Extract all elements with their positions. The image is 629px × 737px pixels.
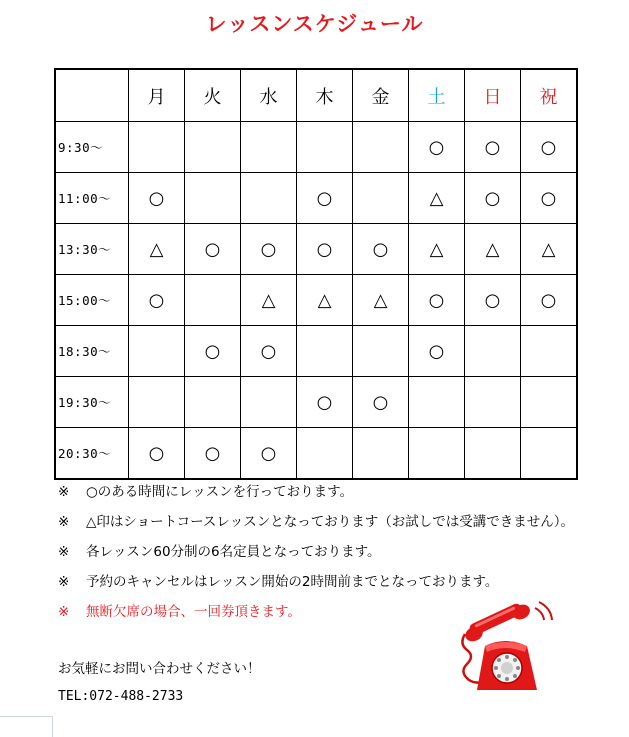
- schedule-cell: [185, 122, 241, 173]
- day-header: 金: [353, 69, 409, 122]
- available-circle-icon: ○: [148, 442, 165, 464]
- schedule-cell: [297, 275, 353, 326]
- page-corner-guide: [52, 716, 53, 737]
- schedule-cell: [241, 428, 297, 480]
- schedule-cell: [297, 122, 353, 173]
- schedule-cell: [465, 326, 521, 377]
- page-corner-guide: [0, 716, 52, 717]
- schedule-cell: [521, 122, 578, 173]
- page-title: レッスンスケジュール: [205, 12, 424, 36]
- schedule-cell: [241, 275, 297, 326]
- available-circle-icon: ○: [428, 289, 445, 311]
- schedule-cell: [297, 428, 353, 480]
- note-text: △印はショートコースレッスンとなっております（お試しでは受講できません）。: [86, 514, 575, 530]
- schedule-cell: [185, 326, 241, 377]
- schedule-row: [55, 173, 577, 224]
- schedule-cell: [353, 428, 409, 480]
- available-circle-icon: ○: [260, 340, 277, 362]
- time-slot-label: 18:30～: [55, 326, 129, 377]
- schedule-cell: [353, 173, 409, 224]
- schedule-cell: [129, 377, 185, 428]
- schedule-cell: [353, 377, 409, 428]
- schedule-cell: [353, 224, 409, 275]
- note-mark: ※: [58, 574, 70, 590]
- table-header-row: [55, 69, 577, 122]
- available-circle-icon: ○: [148, 187, 165, 209]
- schedule-cell: [129, 326, 185, 377]
- time-slot-label: 11:00～: [55, 173, 129, 224]
- red-telephone-icon: [455, 600, 555, 695]
- schedule-cell: [409, 275, 465, 326]
- note-text: 予約のキャンセルはレッスン開始の2時間前までとなっております。: [86, 574, 499, 590]
- lesson-schedule-table: [54, 68, 578, 480]
- note-mark: ※: [58, 514, 70, 530]
- available-circle-icon: ○: [428, 136, 445, 158]
- schedule-cell: [353, 326, 409, 377]
- note-text: 無断欠席の場合、一回券頂きます。: [86, 604, 301, 620]
- schedule-cell: [185, 275, 241, 326]
- schedule-row: [55, 122, 577, 173]
- day-header: 日: [465, 69, 521, 122]
- available-circle-icon: ○: [316, 238, 333, 260]
- schedule-row: [55, 275, 577, 326]
- note-item: [58, 513, 628, 543]
- time-slot-label: 9:30～: [55, 122, 129, 173]
- schedule-row: [55, 428, 577, 480]
- note-mark: ※: [58, 484, 70, 500]
- day-header: 土: [409, 69, 465, 122]
- time-slot-label: 15:00～: [55, 275, 129, 326]
- schedule-cell: [521, 377, 578, 428]
- short-course-triangle-icon: △: [373, 289, 388, 311]
- available-circle-icon: ○: [260, 238, 277, 260]
- schedule-cell: [521, 428, 578, 480]
- short-course-triangle-icon: △: [485, 238, 500, 260]
- day-header: 水: [241, 69, 297, 122]
- available-circle-icon: ○: [204, 442, 221, 464]
- schedule-cell: [409, 326, 465, 377]
- telephone-number[interactable]: TEL:072-488-2733: [58, 689, 184, 704]
- time-slot-label: 20:30～: [55, 428, 129, 480]
- available-circle-icon: ○: [316, 391, 333, 413]
- schedule-cell: [521, 173, 578, 224]
- schedule-cell: [297, 173, 353, 224]
- time-slot-label: 13:30～: [55, 224, 129, 275]
- table-corner-cell: [55, 69, 129, 122]
- available-circle-icon: ○: [540, 187, 557, 209]
- short-course-triangle-icon: △: [261, 289, 276, 311]
- note-mark: ※: [58, 604, 70, 620]
- schedule-cell: [353, 275, 409, 326]
- schedule-cell: [353, 122, 409, 173]
- available-circle-icon: ○: [484, 136, 501, 158]
- note-item: [58, 573, 628, 603]
- time-slot-label: 19:30～: [55, 377, 129, 428]
- schedule-cell: [297, 224, 353, 275]
- schedule-cell: [465, 173, 521, 224]
- schedule-cell: [465, 428, 521, 480]
- schedule-cell: [297, 377, 353, 428]
- schedule-cell: [521, 275, 578, 326]
- schedule-cell: [241, 377, 297, 428]
- schedule-body: [55, 122, 577, 480]
- day-header: 月: [129, 69, 185, 122]
- note-text: 各レッスン60分制の6名定員となっております。: [86, 544, 381, 560]
- available-circle-icon: ○: [540, 136, 557, 158]
- schedule-row: [55, 377, 577, 428]
- schedule-row: [55, 224, 577, 275]
- schedule-cell: [521, 326, 578, 377]
- short-course-triangle-icon: △: [317, 289, 332, 311]
- schedule-cell: [241, 224, 297, 275]
- schedule-cell: [297, 326, 353, 377]
- schedule-cell: [185, 377, 241, 428]
- schedule-cell: [129, 428, 185, 480]
- schedule-cell: [185, 428, 241, 480]
- note-text: ○のある時間にレッスンを行っております。: [86, 484, 354, 500]
- day-header: 木: [297, 69, 353, 122]
- note-mark: ※: [58, 544, 70, 560]
- schedule-cell: [465, 122, 521, 173]
- available-circle-icon: ○: [484, 289, 501, 311]
- schedule-cell: [129, 275, 185, 326]
- short-course-triangle-icon: △: [149, 238, 164, 260]
- available-circle-icon: ○: [204, 238, 221, 260]
- schedule-cell: [129, 122, 185, 173]
- available-circle-icon: ○: [148, 289, 165, 311]
- schedule-cell: [465, 275, 521, 326]
- available-circle-icon: ○: [372, 238, 389, 260]
- schedule-cell: [241, 122, 297, 173]
- schedule-cell: [185, 173, 241, 224]
- short-course-triangle-icon: △: [429, 187, 444, 209]
- available-circle-icon: ○: [484, 187, 501, 209]
- schedule-row: [55, 326, 577, 377]
- schedule-cell: [409, 428, 465, 480]
- schedule-cell: [409, 122, 465, 173]
- schedule-cell: [521, 224, 578, 275]
- schedule-cell: [465, 224, 521, 275]
- available-circle-icon: ○: [260, 442, 277, 464]
- schedule-cell: [241, 326, 297, 377]
- schedule-cell: [409, 173, 465, 224]
- short-course-triangle-icon: △: [541, 238, 556, 260]
- available-circle-icon: ○: [316, 187, 333, 209]
- schedule-cell: [409, 377, 465, 428]
- note-item: [58, 483, 628, 513]
- contact-message: お気軽にお問い合わせください！: [58, 661, 261, 677]
- schedule-cell: [129, 173, 185, 224]
- short-course-triangle-icon: △: [429, 238, 444, 260]
- schedule-cell: [409, 224, 465, 275]
- available-circle-icon: ○: [540, 289, 557, 311]
- note-item: [58, 543, 628, 573]
- schedule-cell: [185, 224, 241, 275]
- available-circle-icon: ○: [428, 340, 445, 362]
- schedule-cell: [241, 173, 297, 224]
- day-header: 祝: [521, 69, 578, 122]
- available-circle-icon: ○: [372, 391, 389, 413]
- schedule-cell: [129, 224, 185, 275]
- available-circle-icon: ○: [204, 340, 221, 362]
- day-header: 火: [185, 69, 241, 122]
- schedule-cell: [465, 377, 521, 428]
